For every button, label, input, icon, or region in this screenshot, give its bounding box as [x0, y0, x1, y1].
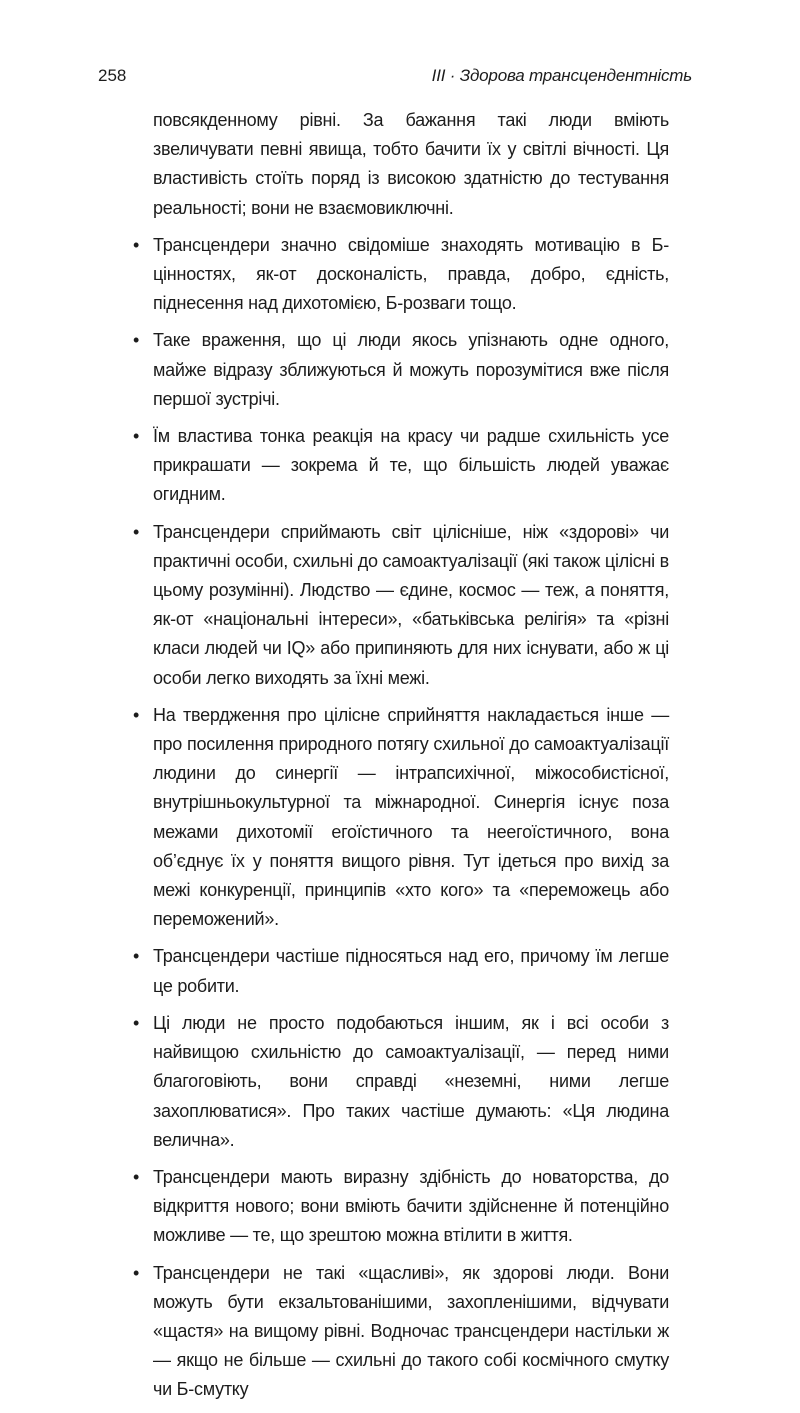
bullet-glyph: • [133, 521, 140, 542]
list-item [133, 1259, 669, 1405]
list-item [133, 326, 669, 414]
list-item [133, 422, 669, 510]
list-item [133, 518, 669, 693]
list-item-text: Трансцендери мають виразну здібність до новаторства, до відкриття нового; вони вміють бачити здійсненне й потенційно можливе — те, що зрештою можна втілити в життя. [153, 1166, 669, 1246]
continuation-paragraph: повсякденному рівні. За бажання такі люди вміють звеличувати певні явища, тобто бачити їх у світлі вічності. Ця властивість стоїть поряд із високою здатністю до тестування реальності; вони не взаємовиключні. [153, 110, 669, 218]
list-item-text: Ці люди не просто подобаються іншим, як і всі особи з найвищою схильністю до самоактуалізації, — перед ними благоговіють, вони справді «неземні, ними легше захоплюватися». Про таких частіше думають: «Ця людина велична». [153, 1012, 669, 1150]
list-item [133, 1163, 669, 1251]
bullet-glyph: • [133, 1166, 140, 1187]
bullet-glyph: • [133, 426, 140, 447]
list-item-text: Їм властива тонка реакція на красу чи радше схильність усе прикрашати — зокрема й те, що більшість людей уважає огидним. [153, 426, 669, 505]
running-head [98, 62, 692, 90]
list-item [133, 942, 669, 1000]
list-item-text: Трансцендери сприймають світ цілісніше, ніж «здорові» чи практичні особи, схильні до самоактуалізації (які також цілісні в цьому розумінні). Людство — єдине, космос — теж, а поняття, як-от «національні інтереси», «батьківська релігія» та «різні класи людей чи IQ» або припиняють для них існувати, або ж ці особи легко виходять за їхні межі. [153, 521, 669, 688]
text-body [133, 106, 669, 1413]
bullet-glyph: • [133, 946, 140, 967]
list-item-text: Трансцендери частіше підносяться над его, причому їм легше це робити. [153, 946, 669, 996]
page-number: 258 [98, 66, 127, 85]
list-item [133, 1009, 669, 1155]
list-item-text: Трансцендери не такі «щасливі», як здорові люди. Вони можуть бути екзальтованішими, захопленішими, відчувати «щастя» на вищому рівні. Водночас трансцендери настільки ж — якщо не більше — схильні до такого собі космічного смутку чи Б-смутку [153, 1262, 669, 1400]
section-title: III · Здорова трансцендентність [431, 66, 692, 85]
list-item [133, 701, 669, 935]
list-item-text: На твердження про цілісне сприйняття накладається інше — про посилення природного потягу схильної до самоактуалізації людини до синергії — інтрапсихічної, міжособистісної, внутрішньокультурної та міжнародної. Синергія існує поза межами дихотомії егоїстичного та неегоїстичного, вона об’єднує їх у поняття вищого рівня. Тут ідеться про вихід за межі конкуренції, принципів «хто кого» та «переможець або переможений». [153, 704, 669, 930]
list-item-text: Трансцендери значно свідоміше знаходять мотивацію в Б-цінностях, як-от досконалість, правда, добро, єдність, піднесення над дихотомією, Б-розваги тощо. [153, 234, 669, 314]
bullet-glyph: • [133, 704, 140, 725]
bullet-glyph: • [133, 1012, 140, 1033]
bullet-glyph: • [133, 1262, 140, 1283]
bullet-glyph: • [133, 234, 140, 255]
list-item-text: Таке враження, що ці люди якось упізнають одне одного, майже відразу зближуються й можуть порозумітися вже після першої зустрічі. [153, 330, 669, 409]
list-item [133, 231, 669, 319]
bullet-glyph: • [133, 330, 140, 351]
